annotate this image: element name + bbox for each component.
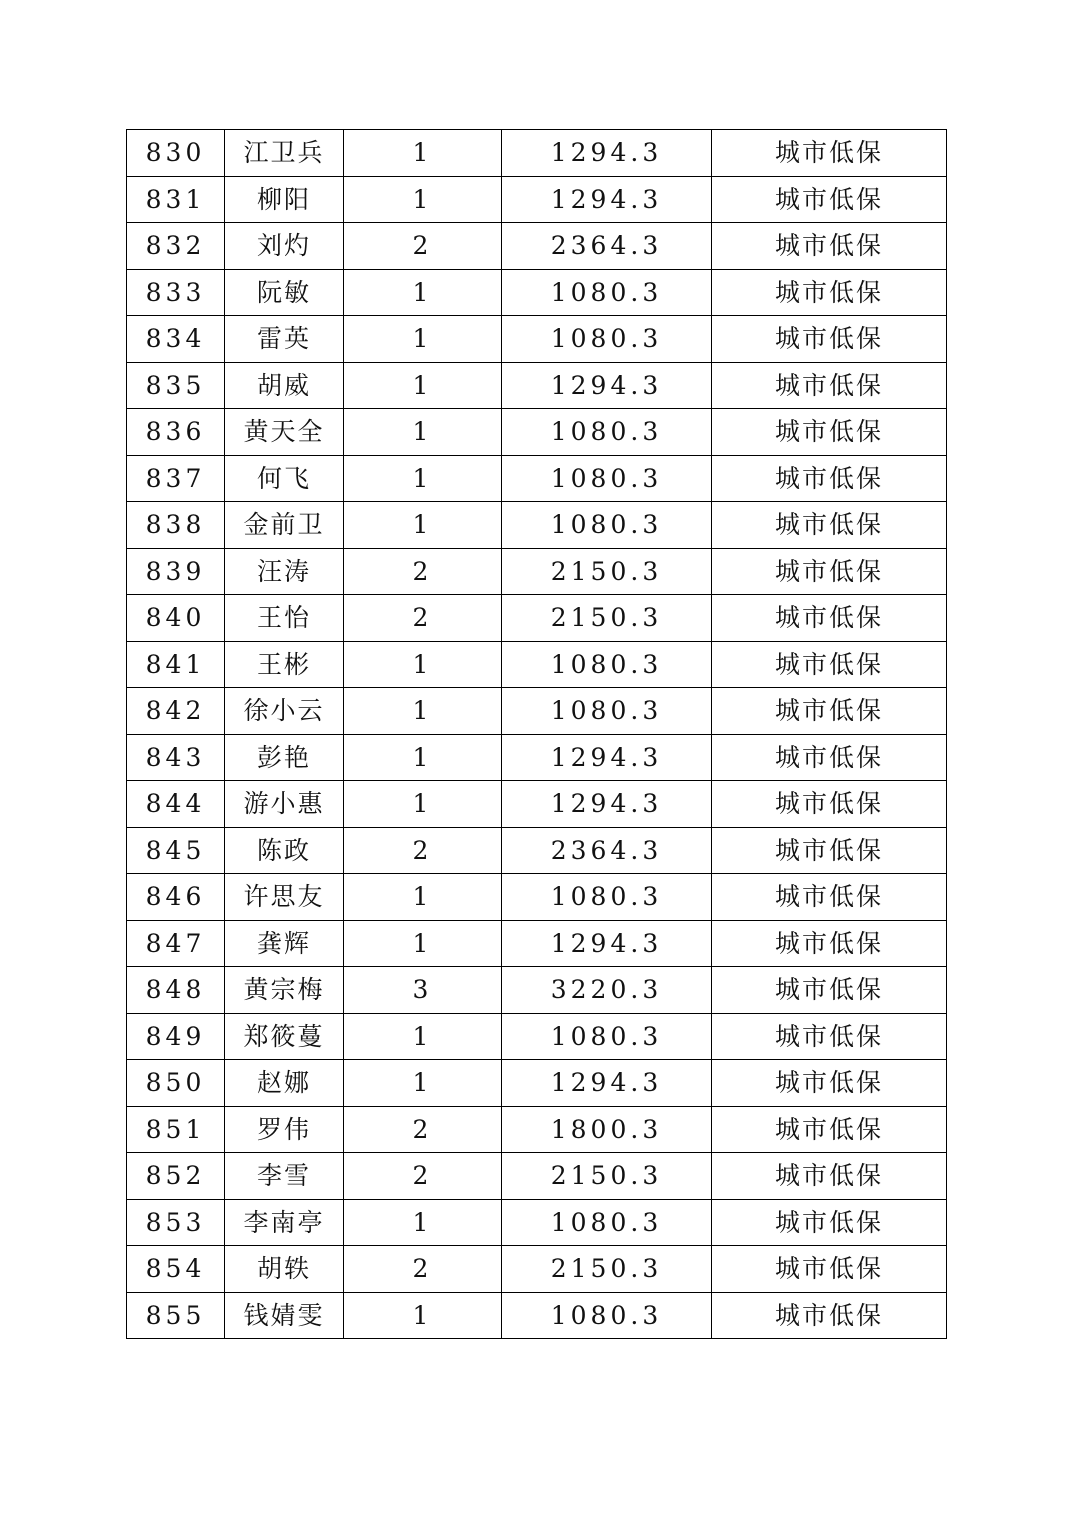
- name-cell: 李南亭: [225, 1199, 344, 1246]
- table-row: [127, 130, 947, 177]
- household-count-cell: 1: [344, 734, 502, 781]
- name-cell: 柳阳: [225, 176, 344, 223]
- table-row: [127, 1060, 947, 1107]
- household-count-cell: 2: [344, 595, 502, 642]
- household-count-cell: 1: [344, 1013, 502, 1060]
- assistance-type-cell: 城市低保: [712, 827, 947, 874]
- name-cell: 许思友: [225, 874, 344, 921]
- name-cell: 胡威: [225, 362, 344, 409]
- roster-table: [126, 129, 947, 1339]
- amount-cell: 1294.3: [502, 130, 712, 177]
- household-count-cell: 1: [344, 1292, 502, 1339]
- amount-cell: 2150.3: [502, 548, 712, 595]
- amount-cell: 2364.3: [502, 223, 712, 270]
- name-cell: 游小惠: [225, 781, 344, 828]
- amount-cell: 1080.3: [502, 455, 712, 502]
- table-row: [127, 362, 947, 409]
- row-number-cell: 844: [127, 781, 225, 828]
- household-count-cell: 1: [344, 874, 502, 921]
- table-row: [127, 223, 947, 270]
- table-row: [127, 409, 947, 456]
- name-cell: 胡轶: [225, 1246, 344, 1293]
- row-number-cell: 846: [127, 874, 225, 921]
- table-row: [127, 595, 947, 642]
- assistance-type-cell: 城市低保: [712, 641, 947, 688]
- name-cell: 黄天全: [225, 409, 344, 456]
- row-number-cell: 841: [127, 641, 225, 688]
- name-cell: 罗伟: [225, 1106, 344, 1153]
- amount-cell: 1294.3: [502, 176, 712, 223]
- assistance-type-cell: 城市低保: [712, 409, 947, 456]
- amount-cell: 1294.3: [502, 1060, 712, 1107]
- table-row: [127, 1153, 947, 1200]
- row-number-cell: 834: [127, 316, 225, 363]
- row-number-cell: 842: [127, 688, 225, 735]
- table-row: [127, 688, 947, 735]
- row-number-cell: 845: [127, 827, 225, 874]
- amount-cell: 2150.3: [502, 595, 712, 642]
- name-cell: 钱婧雯: [225, 1292, 344, 1339]
- amount-cell: 1294.3: [502, 781, 712, 828]
- assistance-type-cell: 城市低保: [712, 176, 947, 223]
- row-number-cell: 833: [127, 269, 225, 316]
- amount-cell: 1080.3: [502, 1292, 712, 1339]
- table-row: [127, 316, 947, 363]
- name-cell: 王彬: [225, 641, 344, 688]
- assistance-type-cell: 城市低保: [712, 1153, 947, 1200]
- assistance-type-cell: 城市低保: [712, 595, 947, 642]
- household-count-cell: 2: [344, 827, 502, 874]
- name-cell: 王怡: [225, 595, 344, 642]
- table-row: [127, 827, 947, 874]
- assistance-type-cell: 城市低保: [712, 316, 947, 363]
- row-number-cell: 849: [127, 1013, 225, 1060]
- amount-cell: 1080.3: [502, 874, 712, 921]
- assistance-type-cell: 城市低保: [712, 1106, 947, 1153]
- assistance-type-cell: 城市低保: [712, 967, 947, 1014]
- row-number-cell: 830: [127, 130, 225, 177]
- name-cell: 黄宗梅: [225, 967, 344, 1014]
- row-number-cell: 851: [127, 1106, 225, 1153]
- assistance-type-cell: 城市低保: [712, 223, 947, 270]
- household-count-cell: 2: [344, 548, 502, 595]
- table-row: [127, 781, 947, 828]
- household-count-cell: 1: [344, 502, 502, 549]
- assistance-type-cell: 城市低保: [712, 1060, 947, 1107]
- assistance-type-cell: 城市低保: [712, 269, 947, 316]
- assistance-type-cell: 城市低保: [712, 130, 947, 177]
- row-number-cell: 838: [127, 502, 225, 549]
- household-count-cell: 2: [344, 1246, 502, 1293]
- amount-cell: 1080.3: [502, 409, 712, 456]
- assistance-type-cell: 城市低保: [712, 455, 947, 502]
- name-cell: 李雪: [225, 1153, 344, 1200]
- row-number-cell: 831: [127, 176, 225, 223]
- assistance-type-cell: 城市低保: [712, 1013, 947, 1060]
- row-number-cell: 847: [127, 920, 225, 967]
- table-row: [127, 920, 947, 967]
- row-number-cell: 852: [127, 1153, 225, 1200]
- assistance-type-cell: 城市低保: [712, 502, 947, 549]
- name-cell: 江卫兵: [225, 130, 344, 177]
- row-number-cell: 839: [127, 548, 225, 595]
- amount-cell: 2150.3: [502, 1246, 712, 1293]
- table-row: [127, 1106, 947, 1153]
- name-cell: 何飞: [225, 455, 344, 502]
- row-number-cell: 836: [127, 409, 225, 456]
- household-count-cell: 2: [344, 1106, 502, 1153]
- household-count-cell: 1: [344, 316, 502, 363]
- household-count-cell: 1: [344, 176, 502, 223]
- name-cell: 刘灼: [225, 223, 344, 270]
- table-row: [127, 1292, 947, 1339]
- table-row: [127, 967, 947, 1014]
- table-row: [127, 548, 947, 595]
- row-number-cell: 850: [127, 1060, 225, 1107]
- row-number-cell: 853: [127, 1199, 225, 1246]
- table-row: [127, 176, 947, 223]
- name-cell: 雷英: [225, 316, 344, 363]
- name-cell: 金前卫: [225, 502, 344, 549]
- table-row: [127, 1013, 947, 1060]
- assistance-type-cell: 城市低保: [712, 362, 947, 409]
- amount-cell: 2150.3: [502, 1153, 712, 1200]
- row-number-cell: 848: [127, 967, 225, 1014]
- household-count-cell: 1: [344, 1060, 502, 1107]
- row-number-cell: 843: [127, 734, 225, 781]
- name-cell: 赵娜: [225, 1060, 344, 1107]
- amount-cell: 1080.3: [502, 688, 712, 735]
- amount-cell: 1080.3: [502, 641, 712, 688]
- table-row: [127, 874, 947, 921]
- table-row: [127, 1199, 947, 1246]
- amount-cell: 1080.3: [502, 269, 712, 316]
- assistance-type-cell: 城市低保: [712, 688, 947, 735]
- household-count-cell: 1: [344, 1199, 502, 1246]
- assistance-type-cell: 城市低保: [712, 1199, 947, 1246]
- table-row: [127, 269, 947, 316]
- amount-cell: 1800.3: [502, 1106, 712, 1153]
- household-count-cell: 1: [344, 269, 502, 316]
- amount-cell: 1294.3: [502, 734, 712, 781]
- row-number-cell: 832: [127, 223, 225, 270]
- assistance-type-cell: 城市低保: [712, 1292, 947, 1339]
- amount-cell: 1294.3: [502, 920, 712, 967]
- household-count-cell: 1: [344, 688, 502, 735]
- name-cell: 龚辉: [225, 920, 344, 967]
- household-count-cell: 2: [344, 1153, 502, 1200]
- name-cell: 汪涛: [225, 548, 344, 595]
- household-count-cell: 1: [344, 641, 502, 688]
- household-count-cell: 1: [344, 781, 502, 828]
- row-number-cell: 840: [127, 595, 225, 642]
- assistance-type-cell: 城市低保: [712, 734, 947, 781]
- amount-cell: 1080.3: [502, 1013, 712, 1060]
- table-row: [127, 502, 947, 549]
- name-cell: 郑筱蔓: [225, 1013, 344, 1060]
- assistance-type-cell: 城市低保: [712, 548, 947, 595]
- assistance-type-cell: 城市低保: [712, 920, 947, 967]
- name-cell: 彭艳: [225, 734, 344, 781]
- name-cell: 阮敏: [225, 269, 344, 316]
- assistance-type-cell: 城市低保: [712, 874, 947, 921]
- household-count-cell: 1: [344, 130, 502, 177]
- assistance-type-cell: 城市低保: [712, 1246, 947, 1293]
- amount-cell: 1080.3: [502, 502, 712, 549]
- household-count-cell: 3: [344, 967, 502, 1014]
- roster-table-body: [127, 130, 947, 1339]
- row-number-cell: 837: [127, 455, 225, 502]
- row-number-cell: 855: [127, 1292, 225, 1339]
- amount-cell: 1080.3: [502, 1199, 712, 1246]
- household-count-cell: 1: [344, 455, 502, 502]
- amount-cell: 2364.3: [502, 827, 712, 874]
- row-number-cell: 854: [127, 1246, 225, 1293]
- table-row: [127, 734, 947, 781]
- table-row: [127, 1246, 947, 1293]
- assistance-type-cell: 城市低保: [712, 781, 947, 828]
- table-row: [127, 641, 947, 688]
- amount-cell: 1080.3: [502, 316, 712, 363]
- amount-cell: 3220.3: [502, 967, 712, 1014]
- household-count-cell: 1: [344, 362, 502, 409]
- table-row: [127, 455, 947, 502]
- name-cell: 陈政: [225, 827, 344, 874]
- row-number-cell: 835: [127, 362, 225, 409]
- household-count-cell: 1: [344, 409, 502, 456]
- amount-cell: 1294.3: [502, 362, 712, 409]
- household-count-cell: 2: [344, 223, 502, 270]
- name-cell: 徐小云: [225, 688, 344, 735]
- household-count-cell: 1: [344, 920, 502, 967]
